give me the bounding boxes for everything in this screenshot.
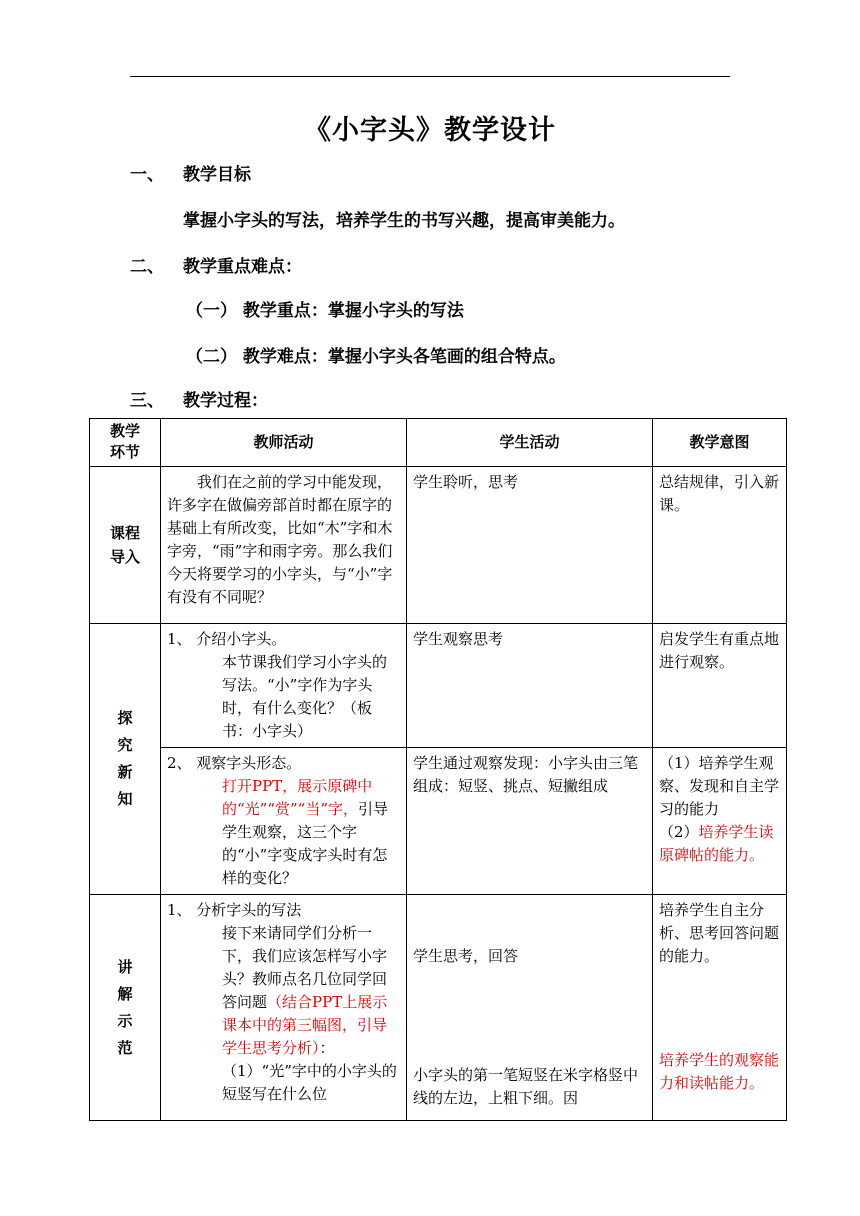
objective-text: 掌握小字头的写法，培养学生的书写兴趣，提高审美能力。 xyxy=(183,211,625,231)
teacher-cell xyxy=(161,748,407,895)
section-number: 二、 xyxy=(130,257,164,277)
step-body xyxy=(167,775,400,890)
student-cell: 学生聆听，思考 xyxy=(407,467,653,624)
intent-line: （1）培养学生观察、发现和自主学习的能力 xyxy=(659,754,780,818)
step-body: 本节课我们学习小字头的写法。“小”字作为字头时，有什么变化？（板书：小字头） xyxy=(222,653,388,740)
teaching-process-table xyxy=(89,418,787,1121)
intent-cell: 总结规律，引入新课。 xyxy=(653,467,787,624)
intent-line: 培养学生自主分析、思考回答问题的能力。 xyxy=(659,901,780,965)
student-cell: 学生观察思考 xyxy=(407,624,653,748)
intent-red-text: 培养学生读原碑帖的能力。 xyxy=(659,823,774,864)
table-row xyxy=(90,748,787,895)
student-cell: 学生通过观察发现：小字头由三笔组成：短竖、挑点、短撇组成 xyxy=(407,748,653,895)
teacher-cell xyxy=(161,895,407,1121)
student-cell xyxy=(407,895,653,1121)
step-body-text: 引导学生观察，这三个字的“小”字变成字头时有怎样的变化？ xyxy=(222,800,389,887)
teacher-cell: 我们在之前的学习中能发现，许多字在做偏旁部首时都在原字的基础上有所改变，比如“木”字和木字旁，“雨”字和雨字旁。那么我们今天将要学习的小字头，与“小”字有没有不同呢？ xyxy=(161,467,407,624)
step-body: 接下来请同学们分析一下，我们应该怎样写小字头？教师点名几位同学回答问题（结合PPT上展示课本中的第三幅图，引导学生思考分析）： xyxy=(222,924,388,1057)
header-intent: 教学意图 xyxy=(653,419,787,467)
ppt-instruction: （结合PPT上展示课本中的第三幅图，引导学生思考分析） xyxy=(222,993,388,1057)
difficulty-text: （二） 教学难点：掌握小字头各笔画的组合特点。 xyxy=(186,347,566,367)
intent-line: （2）培养学生读原碑帖的能力。 xyxy=(659,823,774,864)
section-text: 教学目标 xyxy=(183,165,251,185)
intent-cell xyxy=(653,895,787,1121)
section-number: 三、 xyxy=(130,391,164,411)
question-1: （1）“光”字中的小字头的短竖写在什么位 xyxy=(222,1062,397,1103)
page-title: 《小字头》教学设计 xyxy=(304,115,556,146)
section-number: 一、 xyxy=(130,165,164,185)
step-heading: 2、 观察字头形态。 xyxy=(167,754,302,772)
table-row xyxy=(90,467,787,624)
student-answer: 学生思考，回答 xyxy=(413,947,519,965)
intent-cell: 启发学生有重点地进行观察。 xyxy=(653,624,787,748)
ppt-instruction: 打开PPT，展示原碑中的“光”“赏”“当”字， xyxy=(222,777,373,818)
stage-cell: 探究新知 xyxy=(90,624,161,895)
header-teacher: 教师活动 xyxy=(161,419,407,467)
stage-cell: 讲解示范 xyxy=(90,895,161,1121)
section-text: 教学过程： xyxy=(183,391,268,411)
intent-red-text: 培养学生的观察能力和读帖能力。 xyxy=(659,1051,780,1092)
table-row xyxy=(90,895,787,1121)
header-student: 学生活动 xyxy=(407,419,653,467)
stage-cell: 课程导入 xyxy=(90,467,161,624)
table-header-row xyxy=(90,419,787,467)
intent-cell xyxy=(653,748,787,895)
teacher-cell xyxy=(161,624,407,748)
section-text: 教学重点难点： xyxy=(183,257,302,277)
header-rule xyxy=(130,76,730,77)
step-heading: 1、 介绍小字头。 xyxy=(167,630,287,648)
table-row xyxy=(90,624,787,748)
key-point-text: （一） 教学重点：掌握小字头的写法 xyxy=(186,301,464,321)
step-heading: 1、 分析字头的写法 xyxy=(167,901,302,919)
header-stage: 教学环节 xyxy=(90,419,161,467)
student-finding: 小字头的第一笔短竖在米字格竖中线的左边，上粗下细。因 xyxy=(413,1066,639,1107)
